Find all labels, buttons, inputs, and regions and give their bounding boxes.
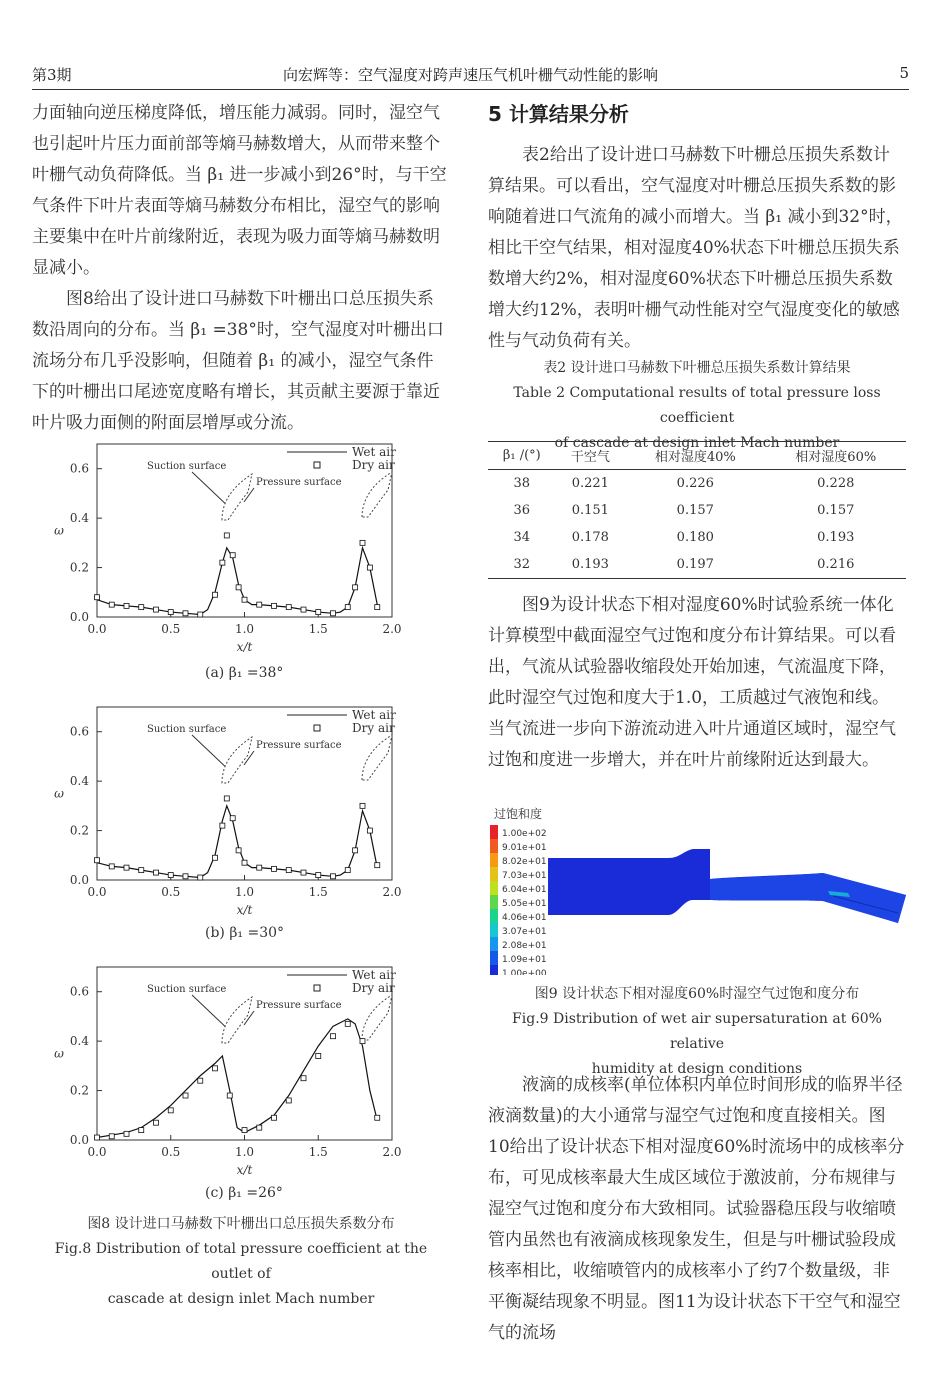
legend-swatch [490,965,498,975]
y-tick-label: 0.0 [69,610,89,624]
dry-air-point [230,553,235,558]
x-axis-label: x/t [236,640,253,654]
x-tick-label: 0.0 [87,885,107,899]
header-rule [32,89,909,90]
y-tick-label: 0.6 [69,724,89,739]
dry-air-point [224,796,229,801]
dry-air-point [95,1135,100,1140]
dry-air-point [375,863,380,868]
table-cell: 0.228 [817,476,855,491]
plot-frame [97,707,392,880]
dry-air-point [272,603,277,608]
paragraph: 液滴的成核率(单位体积内单位时间形成的临界半径液滴数量)的大小通常与湿空气过饱和度直接相关。图10给出了设计状态下相对湿度60%时流场中的成核率分布，可见成核率最大生成区域位于激波前，分布规律与湿空气过饱和度分布大致相同。试验器稳压段与收缩喷管内虽然也有液滴成核现象发生，但是与叶栅试验段成核率相比，收缩喷管内的成核率小了约7个数量级，非平衡凝结现象不明显。图11为设计状态下干空气和湿空气的流场 [488,1075,905,1343]
y-tick-label: 0.4 [69,774,89,789]
legend-value: 3.07e+01 [502,927,547,937]
x-tick-label: 1.0 [234,885,255,899]
plot-frame [97,444,392,617]
dry-air-point [168,1108,173,1113]
legend-swatch [490,895,498,909]
dry-air-point [183,1093,188,1098]
y-tick-label: 0.4 [69,511,89,526]
legend-value: 9.01e+01 [502,843,547,853]
dry-air-point [345,868,350,873]
fig8-caption-en-2: cascade at design inlet Mach number [107,1291,375,1307]
legend-dry-label: Dry air [352,981,395,995]
x-tick-label: 0.0 [87,1145,107,1159]
table2-caption-cn: 表2 设计进口马赫数下叶栅总压损失系数计算结果 [543,360,851,376]
paragraph: 图9为设计状态下相对湿度60%时试验系统一体化计算模型中截面湿空气过饱和度分布计算结果。可以看出，气流从试验器收缩段处开始加速，气流温度下降，此时湿空气过饱和度大于1.0，工质越过气液饱和线。当气流进一步向下游流动进入叶片通道区域时，湿空气过饱和度进一步增大，并在叶片前缘附近达到最大。 [488,595,896,770]
legend-dry-label: Dry air [352,458,395,472]
x-tick-label: 1.5 [308,885,328,899]
x-tick-label: 2.0 [382,1145,402,1159]
table-cell: 0.178 [571,530,609,545]
dry-air-point [213,1066,218,1071]
legend-swatch [490,923,498,937]
dry-air-point [109,864,114,869]
dry-air-point [236,585,241,590]
y-tick-label: 0.2 [69,560,89,575]
table-row [488,497,906,524]
table-cell: 32 [513,557,531,572]
dry-air-point [154,1120,159,1125]
legend-dry-marker [314,462,320,468]
table-cell: 0.151 [571,503,609,518]
dry-air-point [257,602,262,607]
legend-swatch [490,909,498,923]
paragraph: 力面轴向逆压梯度降低，增压能力减弱。同时，湿空气也引起叶片压力面前部等熵马赫数增大，从而带来整个叶栅气动负荷降低。当 β₁ 进一步减小到26°时，与干空气条件下叶片表面等熵马赫数分布相比，湿空气的影响主要集中在叶片前缘附近，表现为吸力面等熵马赫数明显减小。 [32,103,447,278]
blade-shape-2 [362,735,392,780]
dry-air-point [230,816,235,821]
table-header: β₁ /(°) [502,448,541,463]
dry-air-point [124,1131,129,1136]
legend-value: 2.08e+01 [502,941,547,951]
x-tick-label: 1.5 [308,1145,328,1159]
dry-air-point [220,560,225,565]
dry-air-point [109,1134,114,1139]
fig9-caption-cn: 图9 设计状态下相对湿度60%时湿空气过饱和度分布 [534,986,860,1002]
dry-air-point [286,605,291,610]
fig9-legend [490,825,547,975]
paragraph: 表2给出了设计进口马赫数下叶栅总压损失系数计算结果。可以看出，空气湿度对叶栅总压损失系数的影响随着进口气流角的减小而增大。当 β₁ 减小到32°时，相比干空气结果，相对湿度40%状态下叶栅总压损失系数增大约2%，相对湿度60%状态下叶栅总压损失系数增大约12%，表明叶栅气动性能对空气湿度变化的敏感性与气动负荷有关。 [488,145,903,351]
dry-air-point [360,540,365,545]
table-cell: 0.157 [817,503,855,518]
issue-label: 第3期 [32,66,72,84]
dry-air-point [124,603,129,608]
dry-air-point [316,1053,321,1058]
legend-value: 1.00e+02 [502,829,547,839]
y-tick-label: 0.0 [69,873,89,887]
dry-air-point [375,1115,380,1120]
dry-air-point [213,855,218,860]
dry-air-point [168,873,173,878]
dry-air-point [95,858,100,863]
legend-wet-label: Wet air [352,445,396,459]
fig8-caption-en-1: Fig.8 Distribution of total pressure coefficient at the outlet of [54,1241,428,1282]
table-cell: 34 [513,530,531,545]
left-column-text [32,98,450,439]
table-header: 干空气 [570,450,610,465]
table-row [488,470,906,498]
dry-air-point [375,605,380,610]
dry-air-point [139,868,144,873]
table-cell: 0.157 [676,503,714,518]
dry-air-point [272,866,277,871]
running-header [32,64,909,86]
y-tick-label: 0.0 [69,1133,89,1147]
y-axis-label: ω [54,786,64,801]
dry-air-point [242,860,247,865]
fig8-panel-c-label: (c) β₁ =26° [205,1185,283,1201]
suction-surface-label: Suction surface [147,724,227,735]
y-tick-label: 0.2 [69,1083,89,1098]
right-paragraph-c [488,1070,906,1349]
pressure-surface-label: Pressure surface [256,740,342,751]
dry-air-point [367,828,372,833]
y-axis-label: ω [54,523,64,538]
running-title: 向宏辉等：空气湿度对跨声速压气机叶栅气动性能的影响 [282,66,658,84]
table-cell: 36 [513,503,531,518]
x-tick-label: 1.0 [234,1145,255,1159]
dry-air-point [360,1039,365,1044]
fig8-chart-b [32,695,450,920]
table-row [488,524,906,551]
dry-air-point [154,870,159,875]
legend-swatch [490,867,498,881]
fig9-caption-en-2: humidity at design conditions [591,1061,803,1077]
dry-air-point [242,1128,247,1133]
page-number: 5 [899,64,909,82]
fig8-caption [32,1212,450,1312]
table-header: 相对湿度60% [795,450,877,465]
x-tick-label: 2.0 [382,622,402,636]
table2-caption-en-2: of cascade at design inlet Mach number [554,435,840,451]
fig9-contour [488,805,906,975]
table-header: 相对湿度40% [654,450,736,465]
right-paragraph-b [488,590,906,776]
table2-caption-en-1: Table 2 Computational results of total pressure loss coefficient [513,385,881,426]
table-cell: 0.216 [817,557,855,572]
y-tick-label: 0.4 [69,1034,89,1049]
x-tick-label: 2.0 [382,885,402,899]
y-tick-label: 0.6 [69,984,89,999]
y-tick-label: 0.6 [69,461,89,476]
dry-air-point [360,803,365,808]
dry-air-point [286,868,291,873]
dry-air-point [242,597,247,602]
table-cell: 0.221 [571,476,609,491]
table2 [488,441,906,579]
table-cell: 38 [513,476,531,491]
legend-dry-marker [314,985,320,991]
table-header-row [488,442,906,470]
blade-shape-2 [362,995,392,1040]
dry-air-point [124,865,129,870]
x-tick-label: 1.0 [234,622,255,636]
pressure-surface-label: Pressure surface [256,1000,342,1011]
y-tick-label: 0.2 [69,823,89,838]
fig9-caption-en-1: Fig.9 Distribution of wet air supersaturation at 60% relative [512,1011,882,1052]
fig9-geometry [548,849,906,923]
dry-air-point [367,565,372,570]
fig8-chart-c [32,955,450,1180]
table-row [488,551,906,579]
dry-air-point [345,605,350,610]
fig8-panel-b-label: (b) β₁ =30° [205,925,285,941]
dry-air-point [183,874,188,879]
legend-dry-marker [314,725,320,731]
legend-value: 1.00e+00 [502,969,547,975]
dry-air-point [198,875,203,880]
fig8-caption-cn: 图8 设计进口马赫数下叶栅出口总压损失系数分布 [87,1216,395,1232]
dry-air-point [198,1078,203,1083]
wet-air-line [97,806,377,878]
dry-air-point [139,1128,144,1133]
dry-air-point [224,533,229,538]
dry-air-point [198,612,203,617]
dry-air-point [331,611,336,616]
blade-shape-2 [362,472,392,517]
dry-air-point [220,823,225,828]
legend-swatch [490,937,498,951]
dry-air-point [345,1021,350,1026]
table-cell: 0.193 [817,530,855,545]
dry-air-point [301,607,306,612]
pressure-surface-label: Pressure surface [256,477,342,488]
x-tick-label: 0.0 [87,622,107,636]
legend-dry-label: Dry air [352,721,395,735]
x-tick-label: 0.5 [161,1145,181,1159]
dry-air-point [301,1076,306,1081]
table-cell: 0.197 [676,557,714,572]
x-axis-label: x/t [236,1163,253,1177]
dry-air-point [227,1093,232,1098]
x-tick-label: 0.5 [161,885,181,899]
section-title: 5 计算结果分析 [488,102,629,126]
y-axis-label: ω [54,1046,64,1061]
fig9-legend-title: 过饱和度 [494,807,543,821]
legend-value: 1.09e+01 [502,955,547,965]
fig8-chart-a [32,432,450,657]
paragraph: 图8给出了设计进口马赫数下叶栅出口总压损失系数沿周向的分布。当 β₁ =38°时，空气湿度对叶栅出口流场分布几乎没影响，但随着 β₁ 的减小，湿空气条件下的叶栅出口尾迹宽度略有增长，其贡献主要源于靠近叶片吸力面侧的附面层增厚或分流。 [32,289,444,433]
dry-air-point [301,870,306,875]
legend-swatch [490,881,498,895]
dry-air-point [109,602,114,607]
fig8-panel-a-label: (a) β₁ =38° [205,665,284,681]
dry-air-point [286,1098,291,1103]
table-cell: 0.193 [571,557,609,572]
dry-air-point [168,610,173,615]
x-tick-label: 0.5 [161,622,181,636]
table-cell: 0.226 [676,476,714,491]
legend-value: 4.06e+01 [502,913,547,923]
suction-surface-label: Suction surface [147,461,227,472]
dry-air-point [272,1115,277,1120]
legend-swatch [490,853,498,867]
legend-value: 6.04e+01 [502,885,547,895]
legend-wet-label: Wet air [352,708,396,722]
dry-air-point [236,848,241,853]
x-axis-label: x/t [236,903,253,917]
dry-air-point [213,592,218,597]
dry-air-point [331,874,336,879]
dry-air-point [139,605,144,610]
legend-swatch [490,839,498,853]
dry-air-point [257,865,262,870]
dry-air-point [316,873,321,878]
dry-air-point [353,585,358,590]
legend-swatch [490,951,498,965]
dry-air-point [154,607,159,612]
dry-air-point [353,848,358,853]
dry-air-point [331,1034,336,1039]
right-paragraph-a [488,140,906,357]
legend-value: 7.03e+01 [502,871,547,881]
x-tick-label: 1.5 [308,622,328,636]
suction-surface-label: Suction surface [147,984,227,995]
legend-swatch [490,825,498,839]
legend-wet-label: Wet air [352,968,396,982]
fig9-caption [488,982,906,1082]
dry-air-point [95,595,100,600]
dry-air-point [183,611,188,616]
dry-air-point [316,610,321,615]
legend-value: 8.02e+01 [502,857,547,867]
plot-frame [97,967,392,1140]
dry-air-point [257,1125,262,1130]
legend-value: 5.05e+01 [502,899,547,909]
table-cell: 0.180 [676,530,714,545]
